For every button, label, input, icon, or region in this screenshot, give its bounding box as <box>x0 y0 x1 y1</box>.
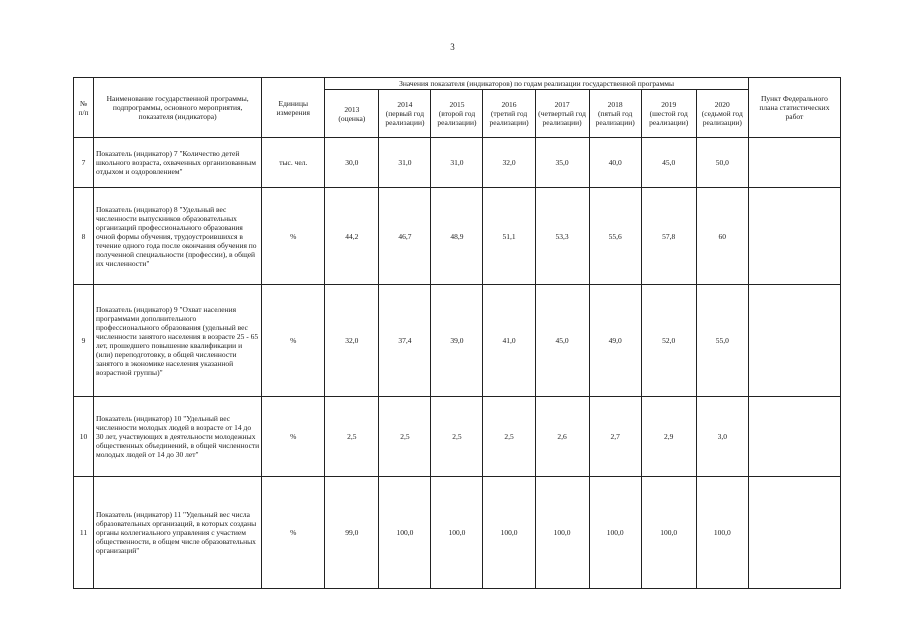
unit-cell: % <box>262 188 325 285</box>
value-cell: 100,0 <box>535 477 589 589</box>
value-cell: 100,0 <box>641 477 696 589</box>
header-year: 2016 (третий год реализации) <box>483 90 535 138</box>
plan-point-cell <box>748 188 840 285</box>
value-cell: 40,0 <box>589 138 641 188</box>
plan-point-cell <box>748 285 840 397</box>
page-number: 3 <box>450 42 455 52</box>
value-cell: 100,0 <box>696 477 748 589</box>
indicator-name: Показатель (индикатор) 10 "Удельный вес численности молодых людей в возрасте от 14 до 30 лет, участвующих в деятельности молодежных общественных объединений, в общей численности молодых людей от 14 до 30 лет" <box>94 397 262 477</box>
value-cell: 50,0 <box>696 138 748 188</box>
value-cell: 51,1 <box>483 188 535 285</box>
value-cell: 46,7 <box>379 188 431 285</box>
value-cell: 55,0 <box>696 285 748 397</box>
value-cell: 32,0 <box>325 285 379 397</box>
row-number: 11 <box>74 477 94 589</box>
value-cell: 2,9 <box>641 397 696 477</box>
row-number: 10 <box>74 397 94 477</box>
table-row <box>74 285 841 397</box>
row-number: 8 <box>74 188 94 285</box>
header-year: 2014 (первый год реализации) <box>379 90 431 138</box>
value-cell: 45,0 <box>535 285 589 397</box>
value-cell: 60 <box>696 188 748 285</box>
value-cell: 30,0 <box>325 138 379 188</box>
unit-cell: тыс. чел. <box>262 138 325 188</box>
value-cell: 100,0 <box>379 477 431 589</box>
table-row <box>74 138 841 188</box>
value-cell: 100,0 <box>431 477 483 589</box>
header-year: 2013 (оценка) <box>325 90 379 138</box>
value-cell: 3,0 <box>696 397 748 477</box>
header-unit: Единицы измерения <box>262 78 325 138</box>
plan-point-cell <box>748 477 840 589</box>
value-cell: 2,5 <box>325 397 379 477</box>
value-cell: 31,0 <box>431 138 483 188</box>
table-row <box>74 397 841 477</box>
value-cell: 37,4 <box>379 285 431 397</box>
indicator-name: Показатель (индикатор) 11 "Удельный вес числа образовательных организаций, в которых созданы органы коллегиального управления с участием общественности, в общем числе образовательных организаций" <box>94 477 262 589</box>
value-cell: 2,5 <box>431 397 483 477</box>
header-name: Наименование государственной программы, подпрограммы, основного мероприятия, показателя (индикатора) <box>94 78 262 138</box>
indicator-name: Показатель (индикатор) 9 "Охват населения программами дополнительного профессионального образования (удельный вес численности занятого населения в возрасте 25 - 65 лет, прошедшего повышение квалификации и (или) переподготовку, в общей численности занятого в экономике населения указанной возрастной группы)" <box>94 285 262 397</box>
value-cell: 2,7 <box>589 397 641 477</box>
value-cell: 2,5 <box>379 397 431 477</box>
value-cell: 44,2 <box>325 188 379 285</box>
value-cell: 31,0 <box>379 138 431 188</box>
table-row <box>74 477 841 589</box>
indicator-name: Показатель (индикатор) 8 "Удельный вес численности выпускников образовательных организаций профессионального образования очной формы обучения, трудоустроившихся в течение одного года после окончания обучения по полученной специальности (профессии), в общей их численности" <box>94 188 262 285</box>
value-cell: 100,0 <box>483 477 535 589</box>
row-number: 9 <box>74 285 94 397</box>
row-number: 7 <box>74 138 94 188</box>
value-cell: 53,3 <box>535 188 589 285</box>
value-cell: 41,0 <box>483 285 535 397</box>
header-year: 2015 (второй год реализации) <box>431 90 483 138</box>
indicator-name: Показатель (индикатор) 7 "Количество детей школьного возраста, охваченных организованным отдыхом и оздоровлением" <box>94 138 262 188</box>
header-year: 2017 (четвертый год реализации) <box>535 90 589 138</box>
header-year: 2019 (шестой год реализации) <box>641 90 696 138</box>
value-cell: 32,0 <box>483 138 535 188</box>
header-year: 2020 (седьмой год реализации) <box>696 90 748 138</box>
value-cell: 39,0 <box>431 285 483 397</box>
indicators-table <box>73 77 841 589</box>
value-cell: 49,0 <box>589 285 641 397</box>
value-cell: 52,0 <box>641 285 696 397</box>
value-cell: 100,0 <box>589 477 641 589</box>
unit-cell: % <box>262 477 325 589</box>
header-values-group: Значения показателя (индикаторов) по годам реализации государственной программы <box>325 78 749 90</box>
value-cell: 48,9 <box>431 188 483 285</box>
value-cell: 2,5 <box>483 397 535 477</box>
plan-point-cell <box>748 397 840 477</box>
header-year: 2018 (пятый год реализации) <box>589 90 641 138</box>
value-cell: 45,0 <box>641 138 696 188</box>
value-cell: 99,0 <box>325 477 379 589</box>
plan-point-cell <box>748 138 840 188</box>
header-plan-point: Пункт Федерального плана статистических работ <box>748 78 840 138</box>
table-row <box>74 188 841 285</box>
unit-cell: % <box>262 285 325 397</box>
unit-cell: % <box>262 397 325 477</box>
value-cell: 35,0 <box>535 138 589 188</box>
value-cell: 55,6 <box>589 188 641 285</box>
header-num: № п/п <box>74 78 94 138</box>
value-cell: 57,8 <box>641 188 696 285</box>
value-cell: 2,6 <box>535 397 589 477</box>
